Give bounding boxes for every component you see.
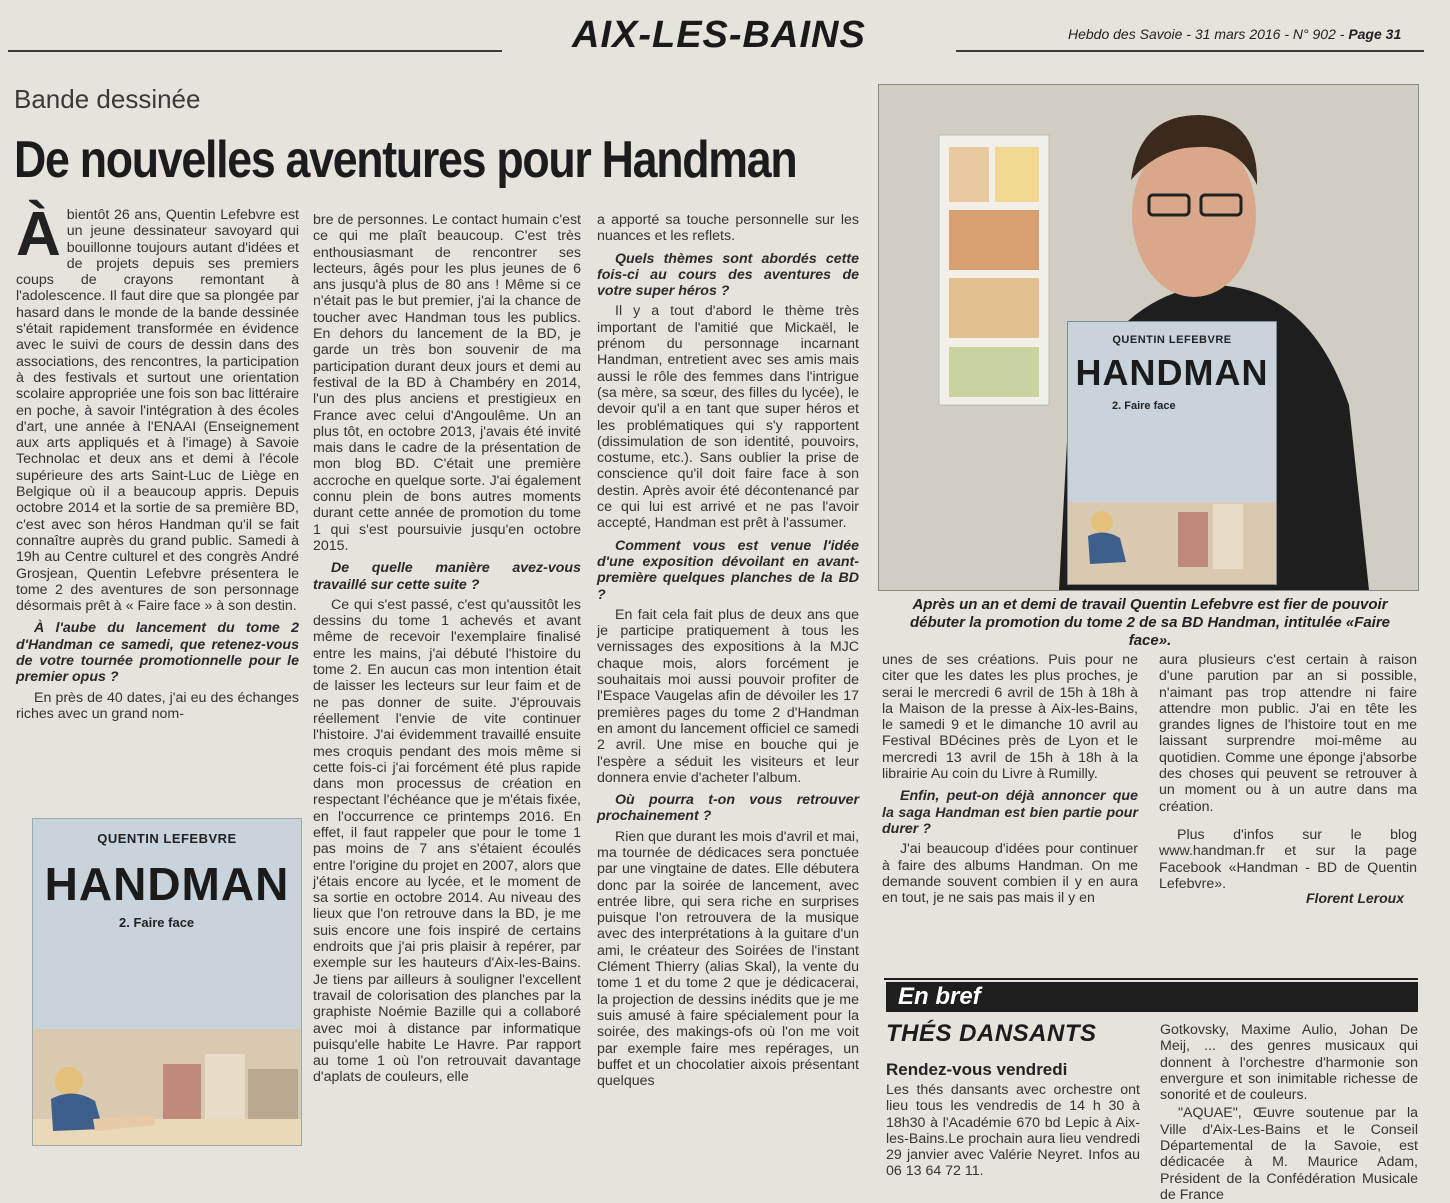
interview-question: À l'aube du lancement du tome 2 d'Handman ce samedi, que retenez-vous de votre tournée promotionnelle pour le premier opus ?	[16, 620, 299, 686]
article-column-2	[313, 212, 581, 1160]
photo-cover-title: HANDMAN	[1075, 352, 1269, 393]
interview-question: De quelle manière avez-vous travaillé sur cette suite ?	[313, 560, 581, 593]
photo-cover-illustration	[1068, 322, 1276, 584]
article-footer-info: Plus d'infos sur le blog www.handman.fr et sur la page Facebook «Handman - BD de Quentin Lefebvre».	[1159, 826, 1417, 892]
page-number: Page 31	[1348, 26, 1402, 42]
interview-answer: En près de 40 dates, j'ai eu des échanges riches avec un grand nom-	[16, 689, 299, 722]
photo-book-cover	[1067, 321, 1277, 585]
article-intro: bientôt 26 ans, Quentin Lefebvre est un jeune dessinateur savoyard qui bouillonne toujours autant d'idées et de projets depuis ses premiers coups de crayons remontant à l'adolescence. Il faut dire que sa plongée par hasard dans le monde de la bande dessinée s'était rapidement transformée en évidence avec le suivi de cours de dessin dans des associations, des rencontres, la participation à des festivals et surtout une orientation scolaire appropriée une fois son bac littéraire en poche, à savoir l'intégration à des écoles d'art, une année à l'ENAAI (Enseignement aux arts appliqués et à l'image) à Savoie Technolac et deux ans et demi à l'école supérieure des arts Saint-Luc de Liège en Belgique où il a beaucoup appris. Depuis octobre 2014 et la sortie de sa première BD, c'est avec son héros Handman qu'il se fait connaître auprès du grand public. Samedi à 19h au Centre culturel et des congrès André Grosjean, Quentin Lefebvre présentera le tome 2 des aventures de son personnage désormais prêt à « Faire face » à son destin.	[16, 207, 299, 615]
interview-answer: unes de ses créations. Puis pour ne citer que les dates les plus proches, je serai le mercredi 6 avril de 15h à 18h à la Maison de la presse à Aix-les-Bains, le samedi 9 et le dimanche 10 avril au Festival BDécines près de Lyon et le mercredi 13 avril de 15h à 18h à la librairie Au coin du Livre à Rumilly.	[882, 652, 1138, 783]
interview-answer: bre de personnes. Le contact humain c'est ce qui me plaît beaucoup. C'est très enthousiasmant de rencontrer ses lecteurs, âgés pour les plus jeunes de 6 ans jusqu'à plus de 80 ans ! Même si ce n'était pas le but premier, j'ai la chance de toucher avec Handman tous les publics. En dehors du lancement de la BD, je garde un très bon souvenir de ma participation durant deux jours et demi au festival de la BD à Chambéry en 2014, l'un des plus anciens et prestigieux en France avec celui d'Angoulême. Un an plus tôt, en octobre 2013, j'avais été invité mais dans le cadre de la présentation de mon blog BD. C'était une première accroche en quelque sorte. J'ai également connu plein de bons autres moments durant cette année de promotion du tome 1 qui s'est poursuivie jusqu'en octobre 2015.	[313, 212, 581, 554]
section-title: AIX-LES-BAINS	[572, 14, 866, 56]
publication-date: Hebdo des Savoie - 31 mars 2016 - N° 902 -	[1068, 26, 1349, 42]
header-rule-left	[8, 50, 502, 52]
book-cover-image	[32, 818, 302, 1146]
header-rule-right	[956, 50, 1424, 52]
article-column-3	[597, 212, 859, 1160]
photo-cover-author: QUENTIN LEFEBVRE	[1112, 334, 1232, 346]
article-column-1	[16, 200, 299, 812]
article-column-5	[1159, 652, 1417, 892]
interview-answer: Rien que durant les mois d'avril et mai, ma tournée de dédicaces sera ponctuée par une vingtaine de dates. Elle débutera donc par la soirée de lancement, avec entrée libre, qui sera riche en surprises puisque l'on retrouvera de la musique avec des interprétations à la guitare d'un ami, le créateur des Soirées de l'instant Clément Thierry (alias Skal), la vente du tome 1 et du tome 2 que je dédicacerai, la projection de dessins inédits que je me suis amusé à faire spécialement pour la soirée, des makings-ofs où l'on me voit par exemple faire mes repérages, un buffet et un chocolatier aixois présentant quelques	[597, 828, 860, 1090]
author-photo	[878, 84, 1419, 591]
interview-answer: Ce qui s'est passé, c'est qu'aussitôt les dessins du tome 1 achevés et avant même de recevoir l'exemplaire finalisé entre les mains, j'ai débuté l'histoire du tome 2. En aucun cas mon intention était de laisser les lecteurs sur leur faim et de ne pas donner de suite. J'éprouvais réellement l'envie de vite continuer l'histoire. J'ai évidemment travaillé ensuite mes croquis pendant des mois même si cette fois-ci j'ai forcément été plus rapide dans mon processus de création en respectant l'échéance que je m'étais fixée, en l'occurrence ce printemps 2016. En effet, il faut rappeler que pour le tome 1 pas moins de 7 ans s'étaient écoulés entre l'origine du projet en 2007, alors que j'étais encore au lycée, et le moment de sa sortie en octobre 2014. Au niveau des lieux que l'on retrouve dans la BD, je me suis encore une fois inspiré de certains endroits que j'ai pris plaisir à repérer, par exemple sur les hauteurs d'Aix-les-Bains. Je tiens par ailleurs à souligner l'excellent travail de colorisation des planches par la graphiste Noémie Bazille qui a collaboré avec moi à distance par informatique puisqu'elle habite Le Havre. Par rapport au tome 1 où l'on retrouvait davantage d'aplats de couleurs, elle	[313, 596, 581, 1086]
article-column-4	[882, 652, 1138, 924]
cover-author: QUENTIN LEFEBVRE	[97, 831, 237, 846]
article-signature: Florent Leroux	[1306, 890, 1405, 906]
interview-answer: En fait cela fait plus de deux ans que je participe pratiquement à tous les vernissages des expositions à la MJC chaque mois, alors forcément je souhaitais moi aussi pouvoir profiter de l'Espace Vaugelas afin de dévoiler les 17 premières pages du tome 2 d'Handman en amont du lancement officiel ce samedi 2 avril. Une mise en bouche qui je l'espère a séduit les visiteurs et leur donnera envie d'acheter l'album.	[597, 606, 859, 786]
interview-question: Comment vous est venue l'idée d'une exposition dévoilant en avant-première quelques planches de la BD ?	[597, 537, 859, 603]
publication-info	[1068, 26, 1401, 42]
brief-column-2	[1160, 1022, 1418, 1203]
cover-subtitle: 2. Faire face	[119, 915, 195, 930]
brief-band: En bref	[886, 982, 1418, 1012]
drop-cap: À	[16, 200, 61, 269]
cover-illustration	[33, 819, 301, 1145]
brief-title: THÉS DANSANTS	[886, 1020, 1097, 1047]
photo-cover-subtitle: 2. Faire face	[1112, 400, 1176, 412]
interview-question: Enfin, peut-on déjà annoncer que la saga Handman est bien partie pour durer ?	[882, 788, 1138, 837]
interview-question: Quels thèmes sont abordés cette fois-ci au cours des aventures de votre super héros ?	[597, 250, 859, 300]
brief-rule	[884, 978, 1418, 980]
interview-answer: Il y a tout d'abord le thème très important de l'amitié que Mickaël, le prénom du personnage incarnant Handman, entretient avec ses amis mais aussi le rôle des femmes dans l'intrigue (sa mère, sa sœur, des filles du lycée), le devoir qu'il a en tant que super héros et les problématiques qui s'y rapportent (dissimulation de son identité, pouvoirs, costume, etc.). Sans oublier la prise de conscience qu'il doit faire face à son destin. Après avoir été décontenancé par ce qui lui est arrivé et ne pas l'avoir accepté, Handman est prêt à l'assumer.	[597, 303, 859, 532]
article-headline: De nouvelles aventures pour Handman	[14, 131, 797, 189]
photo-caption: Après un an et demi de travail Quentin Lefebvre est fier de pouvoir débuter la promotion du tome 2 de sa BD Handman, intitulée «Faire face».	[909, 596, 1391, 649]
brief-text: "AQUAE", Œuvre soutenue par la Ville d'Aix-Les-Bains et le Conseil Départemental de la Savoie, est dédicacée à M. Maurice Adam, Président de la Confédération Musicale de France	[1160, 1105, 1418, 1203]
interview-question: Où pourra t-on vous retrouver prochainement ?	[597, 792, 859, 825]
brief-subtitle: Rendez-vous vendredi	[886, 1060, 1068, 1079]
brief-text: Gotkovsky, Maxime Aulio, Johan De Meij, ... des genres musicaux qui donnent à l'orchestre d'harmonie son envergure et son inimitable richesse de sonorité et de couleurs.	[1160, 1022, 1418, 1104]
interview-answer: J'ai beaucoup d'idées pour continuer à faire des albums Handman. On me demande souvent combien il y en aura en tout, je ne sais pas mais il y en	[882, 841, 1138, 907]
article-kicker: Bande dessinée	[14, 84, 201, 114]
brief-text: Les thés dansants avec orchestre ont lieu tous les vendredis de 14 h 30 à 18h30 à l'Académie 670 bd Lepic à Aix-les-Bains.Le prochain aura lieu vendredi 29 janvier avec Valérie Neyret. Infos au 06 13 64 72 11.	[886, 1082, 1140, 1180]
brief-column-1	[886, 1082, 1140, 1188]
interview-answer: a apporté sa touche personnelle sur les nuances et les reflets.	[597, 212, 859, 245]
cover-title: HANDMAN	[44, 858, 290, 910]
interview-answer: aura plusieurs c'est certain à raison d'une parution par an si possible, n'aimant pas trop attendre ni faire attendre mon public. J'ai en tête les grandes lignes de l'histoire tout en me laissant surprendre moi-même au quotidien. Comme une éponge j'absorbe des choses qui peuvent se retrouver à un moment ou à un autre dans ma création.	[1159, 652, 1417, 815]
